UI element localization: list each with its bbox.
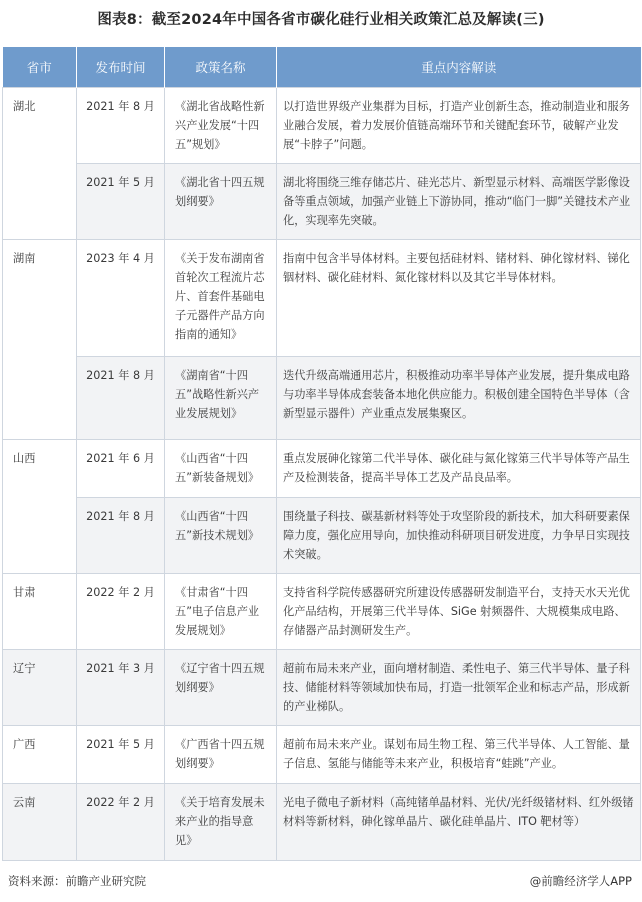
header-date: 发布时间 — [77, 47, 165, 88]
date-cell: 2021 年 8 月 — [77, 88, 165, 164]
date-cell: 2021 年 8 月 — [77, 498, 165, 574]
content-cell: 超前布局未来产业，面向增材制造、柔性电子、第三代半导体、量子科技、储能材料等领域加快布局，打造一批领军企业和标志产品，形成新的产业梯队。 — [277, 650, 641, 726]
province-cell: 云南 — [3, 784, 77, 861]
content-cell: 迭代升级高端通用芯片，积极推动功率半导体产业发展，提升集成电路与功率半导体成套装备本地化供应能力。积极创建全国特色半导体（含新型显示器件）产业重点发展集聚区。 — [277, 357, 641, 440]
content-cell: 重点发展砷化镓第二代半导体、碳化硅与氮化镓第三代半导体等产品生产及检测装备，提高半导体工艺及产品良品率。 — [277, 440, 641, 498]
policy-cell: 《关于培育发展未来产业的指导意见》 — [165, 784, 277, 861]
date-cell: 2021 年 3 月 — [77, 650, 165, 726]
content-cell: 湖北将围绕三维存储芯片、硅光芯片、新型显示材料、高端医学影像设备等重点领域，加强产业链上下游协同，推动“临门一脚”关键技术产业化，实现率先突破。 — [277, 164, 641, 240]
content-cell: 光电子微电子新材料（高纯锗单晶材料、光伏/光纤级锗材料、红外级锗材料等新材料，砷化镓单晶片、碳化硅单晶片、ITO 靶材等） — [277, 784, 641, 861]
table-row — [3, 726, 641, 784]
page-title: 图表8：截至2024年中国各省市碳化硅行业相关政策汇总及解读(三) — [97, 12, 545, 28]
province-cell: 湖南 — [3, 240, 77, 440]
date-cell: 2021 年 8 月 — [77, 357, 165, 440]
date-cell: 2022 年 2 月 — [77, 784, 165, 861]
policy-cell: 《山西省“十四五”新装备规划》 — [165, 440, 277, 498]
table-row — [3, 440, 641, 498]
header-province: 省市 — [3, 47, 77, 88]
date-cell: 2023 年 4 月 — [77, 240, 165, 357]
policy-cell: 《湖北省十四五规划纲要》 — [165, 164, 277, 240]
policy-cell: 《广西省十四五规划纲要》 — [165, 726, 277, 784]
table-row — [3, 357, 641, 440]
table-row — [3, 164, 641, 240]
table-row — [3, 88, 641, 164]
table-row — [3, 498, 641, 574]
brand-credit: @前瞻经济学人APP — [529, 874, 632, 888]
province-cell: 广西 — [3, 726, 77, 784]
table-row — [3, 574, 641, 650]
content-cell: 指南中包含半导体材料。主要包括硅材料、锗材料、砷化镓材料、锑化铟材料、碳化硅材料、氮化镓材料以及其它半导体材料。 — [277, 240, 641, 357]
province-cell: 甘肃 — [3, 574, 77, 650]
policy-cell: 《山西省“十四五”新技术规划》 — [165, 498, 277, 574]
policy-cell: 《关于发布湖南省首轮次工程流片芯片、首套件基础电子元器件产品方向指南的通知》 — [165, 240, 277, 357]
date-cell: 2021 年 5 月 — [77, 726, 165, 784]
header-content: 重点内容解读 — [277, 47, 641, 88]
policy-table — [2, 47, 641, 861]
date-cell: 2021 年 6 月 — [77, 440, 165, 498]
policy-cell: 《辽宁省十四五规划纲要》 — [165, 650, 277, 726]
content-cell: 支持省科学院传感器研究所建设传感器研发制造平台，支持天水天光优化产品结构，开展第三代半导体、SiGe 射频器件、大规模集成电路、存储器产品封测研发生产。 — [277, 574, 641, 650]
province-cell: 湖北 — [3, 88, 77, 240]
policy-cell: 《湖南省“十四五”战略性新兴产业发展规划》 — [165, 357, 277, 440]
policy-cell: 《甘肃省“十四五”电子信息产业发展规划》 — [165, 574, 277, 650]
date-cell: 2022 年 2 月 — [77, 574, 165, 650]
table-row — [3, 650, 641, 726]
table-row — [3, 240, 641, 357]
table-header-row — [3, 47, 641, 88]
source-note: 资料来源：前瞻产业研究院 — [8, 874, 146, 888]
content-cell: 围绕量子科技、碳基新材料等处于攻坚阶段的新技术，加大科研要素保障力度，强化应用导向，加快推动科研项目研发进度，力争早日实现技术突破。 — [277, 498, 641, 574]
province-cell: 辽宁 — [3, 650, 77, 726]
content-cell: 超前布局未来产业。谋划布局生物工程、第三代半导体、人工智能、量子信息、氢能与储能等未来产业，积极培育“蛙跳”产业。 — [277, 726, 641, 784]
table-row — [3, 784, 641, 861]
policy-cell: 《湖北省战略性新兴产业发展“十四五”规划》 — [165, 88, 277, 164]
content-cell: 以打造世界级产业集群为目标，打造产业创新生态，推动制造业和服务业融合发展，着力发展价值链高端环节和关键配套环节，破解产业发展“卡脖子”问题。 — [277, 88, 641, 164]
header-policy: 政策名称 — [165, 47, 277, 88]
province-cell: 山西 — [3, 440, 77, 574]
date-cell: 2021 年 5 月 — [77, 164, 165, 240]
